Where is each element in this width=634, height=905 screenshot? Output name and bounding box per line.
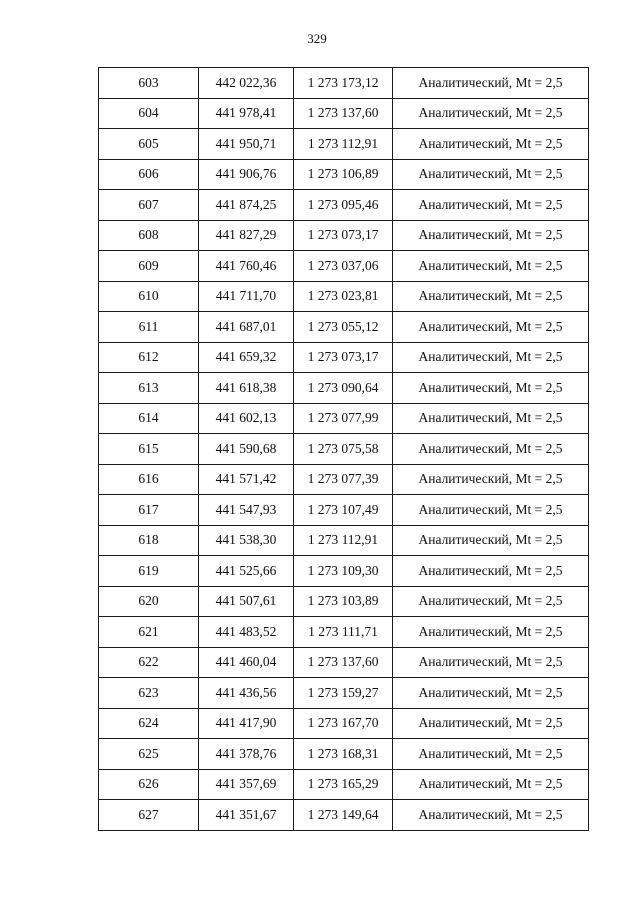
method-cell: Аналитический, Mt = 2,5: [393, 342, 589, 373]
method-cell: Аналитический, Mt = 2,5: [393, 464, 589, 495]
y-coordinate-cell: 1 273 077,99: [294, 403, 393, 434]
table-row: [99, 678, 589, 709]
coordinates-table-body: [99, 68, 589, 831]
y-coordinate-cell: 1 273 167,70: [294, 708, 393, 739]
table-row: [99, 342, 589, 373]
table-row: [99, 525, 589, 556]
x-coordinate-cell: 441 618,38: [199, 373, 294, 404]
point-number-cell: 606: [99, 159, 199, 190]
table-row: [99, 495, 589, 526]
y-coordinate-cell: 1 273 107,49: [294, 495, 393, 526]
method-cell: Аналитический, Mt = 2,5: [393, 647, 589, 678]
table-row: [99, 800, 589, 831]
point-number-cell: 614: [99, 403, 199, 434]
x-coordinate-cell: 441 760,46: [199, 251, 294, 282]
table-row: [99, 617, 589, 648]
method-cell: Аналитический, Mt = 2,5: [393, 68, 589, 99]
point-number-cell: 610: [99, 281, 199, 312]
x-coordinate-cell: 441 507,61: [199, 586, 294, 617]
y-coordinate-cell: 1 273 109,30: [294, 556, 393, 587]
y-coordinate-cell: 1 273 073,17: [294, 342, 393, 373]
point-number-cell: 619: [99, 556, 199, 587]
x-coordinate-cell: 441 827,29: [199, 220, 294, 251]
coordinates-table: [98, 67, 589, 831]
y-coordinate-cell: 1 273 075,58: [294, 434, 393, 465]
method-cell: Аналитический, Mt = 2,5: [393, 190, 589, 221]
method-cell: Аналитический, Mt = 2,5: [393, 708, 589, 739]
x-coordinate-cell: 441 460,04: [199, 647, 294, 678]
y-coordinate-cell: 1 273 165,29: [294, 769, 393, 800]
y-coordinate-cell: 1 273 023,81: [294, 281, 393, 312]
y-coordinate-cell: 1 273 073,17: [294, 220, 393, 251]
point-number-cell: 624: [99, 708, 199, 739]
method-cell: Аналитический, Mt = 2,5: [393, 769, 589, 800]
method-cell: Аналитический, Mt = 2,5: [393, 373, 589, 404]
point-number-cell: 612: [99, 342, 199, 373]
table-row: [99, 68, 589, 99]
table-row: [99, 586, 589, 617]
method-cell: Аналитический, Mt = 2,5: [393, 678, 589, 709]
method-cell: Аналитический, Mt = 2,5: [393, 98, 589, 129]
y-coordinate-cell: 1 273 149,64: [294, 800, 393, 831]
x-coordinate-cell: 441 874,25: [199, 190, 294, 221]
x-coordinate-cell: 441 602,13: [199, 403, 294, 434]
method-cell: Аналитический, Mt = 2,5: [393, 403, 589, 434]
x-coordinate-cell: 441 590,68: [199, 434, 294, 465]
method-cell: Аналитический, Mt = 2,5: [393, 312, 589, 343]
table-row: [99, 98, 589, 129]
point-number-cell: 615: [99, 434, 199, 465]
x-coordinate-cell: 441 547,93: [199, 495, 294, 526]
point-number-cell: 618: [99, 525, 199, 556]
point-number-cell: 626: [99, 769, 199, 800]
table-row: [99, 281, 589, 312]
point-number-cell: 620: [99, 586, 199, 617]
method-cell: Аналитический, Mt = 2,5: [393, 617, 589, 648]
x-coordinate-cell: 441 357,69: [199, 769, 294, 800]
point-number-cell: 627: [99, 800, 199, 831]
y-coordinate-cell: 1 273 111,71: [294, 617, 393, 648]
y-coordinate-cell: 1 273 168,31: [294, 739, 393, 770]
point-number-cell: 621: [99, 617, 199, 648]
point-number-cell: 623: [99, 678, 199, 709]
method-cell: Аналитический, Mt = 2,5: [393, 129, 589, 160]
table-row: [99, 708, 589, 739]
y-coordinate-cell: 1 273 077,39: [294, 464, 393, 495]
table-row: [99, 556, 589, 587]
table-row: [99, 769, 589, 800]
y-coordinate-cell: 1 273 037,06: [294, 251, 393, 282]
method-cell: Аналитический, Mt = 2,5: [393, 495, 589, 526]
table-row: [99, 251, 589, 282]
method-cell: Аналитический, Mt = 2,5: [393, 159, 589, 190]
point-number-cell: 607: [99, 190, 199, 221]
method-cell: Аналитический, Mt = 2,5: [393, 281, 589, 312]
method-cell: Аналитический, Mt = 2,5: [393, 525, 589, 556]
table-row: [99, 373, 589, 404]
x-coordinate-cell: 442 022,36: [199, 68, 294, 99]
point-number-cell: 617: [99, 495, 199, 526]
method-cell: Аналитический, Mt = 2,5: [393, 586, 589, 617]
x-coordinate-cell: 441 483,52: [199, 617, 294, 648]
y-coordinate-cell: 1 273 103,89: [294, 586, 393, 617]
y-coordinate-cell: 1 273 137,60: [294, 98, 393, 129]
point-number-cell: 605: [99, 129, 199, 160]
table-row: [99, 312, 589, 343]
point-number-cell: 603: [99, 68, 199, 99]
table-row: [99, 434, 589, 465]
point-number-cell: 608: [99, 220, 199, 251]
method-cell: Аналитический, Mt = 2,5: [393, 800, 589, 831]
point-number-cell: 625: [99, 739, 199, 770]
method-cell: Аналитический, Mt = 2,5: [393, 251, 589, 282]
table-row: [99, 464, 589, 495]
method-cell: Аналитический, Mt = 2,5: [393, 220, 589, 251]
table-row: [99, 647, 589, 678]
y-coordinate-cell: 1 273 112,91: [294, 129, 393, 160]
x-coordinate-cell: 441 378,76: [199, 739, 294, 770]
point-number-cell: 622: [99, 647, 199, 678]
table-row: [99, 159, 589, 190]
point-number-cell: 616: [99, 464, 199, 495]
y-coordinate-cell: 1 273 173,12: [294, 68, 393, 99]
y-coordinate-cell: 1 273 137,60: [294, 647, 393, 678]
x-coordinate-cell: 441 659,32: [199, 342, 294, 373]
table-row: [99, 220, 589, 251]
table-row: [99, 129, 589, 160]
y-coordinate-cell: 1 273 055,12: [294, 312, 393, 343]
method-cell: Аналитический, Mt = 2,5: [393, 739, 589, 770]
y-coordinate-cell: 1 273 095,46: [294, 190, 393, 221]
method-cell: Аналитический, Mt = 2,5: [393, 434, 589, 465]
x-coordinate-cell: 441 538,30: [199, 525, 294, 556]
y-coordinate-cell: 1 273 159,27: [294, 678, 393, 709]
method-cell: Аналитический, Mt = 2,5: [393, 556, 589, 587]
x-coordinate-cell: 441 571,42: [199, 464, 294, 495]
x-coordinate-cell: 441 687,01: [199, 312, 294, 343]
x-coordinate-cell: 441 351,67: [199, 800, 294, 831]
y-coordinate-cell: 1 273 090,64: [294, 373, 393, 404]
table-row: [99, 403, 589, 434]
x-coordinate-cell: 441 978,41: [199, 98, 294, 129]
table-row: [99, 739, 589, 770]
x-coordinate-cell: 441 906,76: [199, 159, 294, 190]
page-number: 329: [307, 31, 327, 46]
x-coordinate-cell: 441 525,66: [199, 556, 294, 587]
y-coordinate-cell: 1 273 112,91: [294, 525, 393, 556]
point-number-cell: 609: [99, 251, 199, 282]
x-coordinate-cell: 441 417,90: [199, 708, 294, 739]
x-coordinate-cell: 441 711,70: [199, 281, 294, 312]
x-coordinate-cell: 441 950,71: [199, 129, 294, 160]
table-row: [99, 190, 589, 221]
y-coordinate-cell: 1 273 106,89: [294, 159, 393, 190]
point-number-cell: 611: [99, 312, 199, 343]
x-coordinate-cell: 441 436,56: [199, 678, 294, 709]
point-number-cell: 604: [99, 98, 199, 129]
point-number-cell: 613: [99, 373, 199, 404]
